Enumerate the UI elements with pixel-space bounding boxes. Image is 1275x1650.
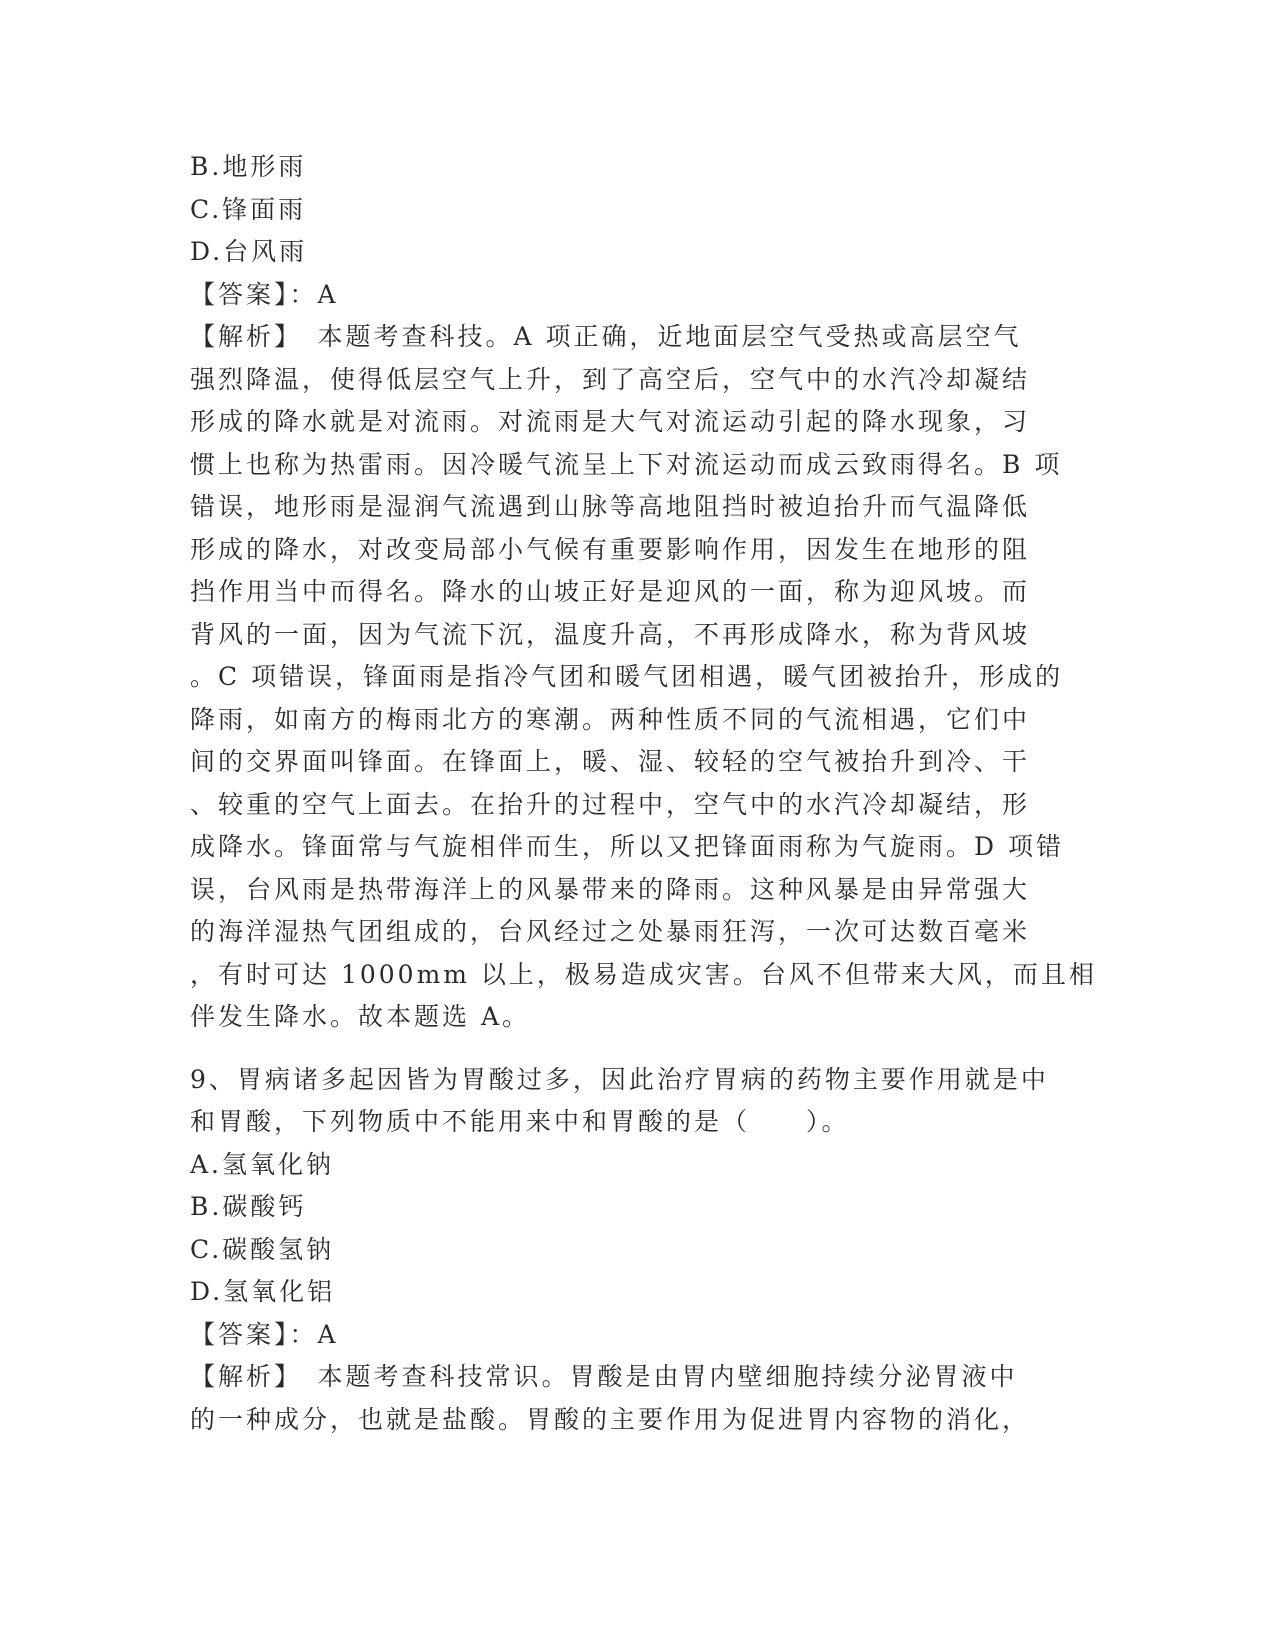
option-d: D.台风雨 (190, 237, 308, 266)
analysis-line: 、较重的空气上面去。在抬升的过程中，空气中的水汽冷却凝结，形 (190, 789, 1031, 819)
analysis-line: 成降水。锋面常与气旋相伴而生，所以又把锋面雨称为气旋雨。D 项错 (190, 832, 1064, 861)
analysis-line: 强烈降温，使得低层空气上升，到了高空后，空气中的水汽冷却凝结 (190, 364, 1031, 394)
analysis-line: 误，台风雨是热带海洋上的风暴带来的降雨。这种风暴是由异常强大 (190, 874, 1031, 904)
analysis-line: 【解析】 本题考查科技常识。胃酸是由胃内壁细胞持续分泌胃液中 (190, 1362, 1018, 1391)
answer-line: 【答案】：A (190, 279, 339, 309)
analysis-block (190, 1356, 1090, 1441)
analysis-line: 间的交界面叫锋面。在锋面上，暖、湿、较轻的空气被抬升到冷、干 (190, 747, 1031, 776)
analysis-line: 。C 项错误，锋面雨是指冷气团和暖气团相遇，暖气团被抬升，形成的 (190, 662, 1064, 691)
question-text-line: 和胃酸，下列物质中不能用来中和胃酸的是（ ）。 (190, 1107, 850, 1136)
analysis-block (190, 316, 1097, 1039)
analysis-line: 挡作用当中而得名。降水的山坡正好是迎风的一面，称为迎风坡。而 (190, 577, 1031, 606)
analysis-line: 形成的降水就是对流雨。对流雨是大气对流运动引起的降水现象，习 (190, 407, 1031, 436)
analysis-line: 的一种成分，也就是盐酸。胃酸的主要作用为促进胃内容物的消化， (190, 1404, 1031, 1434)
analysis-line: 【解析】 本题考查科技。A 项正确，近地面层空气受热或高层空气 (190, 322, 1022, 351)
option-a: A.氢氧化钠 (190, 1149, 335, 1179)
analysis-line: 背风的一面，因为气流下沉，温度升高，不再形成降水，称为背风坡 (190, 619, 1031, 649)
analysis-line: 的海洋湿热气团组成的，台风经过之处暴雨狂泻，一次可达数百毫米 (190, 917, 1031, 946)
answer-line: 【答案】：A (190, 1319, 339, 1349)
option-c: C.碳酸氢钠 (190, 1234, 335, 1264)
option-b: B.地形雨 (190, 152, 307, 181)
option-c: C.锋面雨 (190, 194, 307, 224)
option-b: B.碳酸钙 (190, 1192, 307, 1221)
document-content (190, 146, 1097, 1441)
question-8-block (190, 146, 1097, 1039)
option-d: D.氢氧化铝 (190, 1277, 336, 1306)
analysis-line: 降雨，如南方的梅雨北方的寒潮。两种性质不同的气流相遇，它们中 (190, 704, 1031, 734)
question-9-block (190, 1059, 1090, 1442)
analysis-line: 形成的降水，对改变局部小气候有重要影响作用，因发生在地形的阻 (190, 534, 1031, 564)
analysis-line: ，有时可达 1000mm 以上，极易造成灾害。台风不但带来大风，而且相 (190, 959, 1097, 989)
analysis-line: 伴发生降水。故本题选 A。 (190, 1002, 531, 1031)
analysis-line: 错误，地形雨是湿润气流遇到山脉等高地阻挡时被迫抬升而气温降低 (190, 492, 1031, 521)
section-gap (190, 1039, 1090, 1059)
analysis-line: 惯上也称为热雷雨。因冷暖气流呈上下对流运动而成云致雨得名。B 项 (190, 449, 1063, 479)
question-text-line: 9、胃病诸多起因皆为胃酸过多，因此治疗胃病的药物主要作用就是中 (190, 1064, 1049, 1094)
